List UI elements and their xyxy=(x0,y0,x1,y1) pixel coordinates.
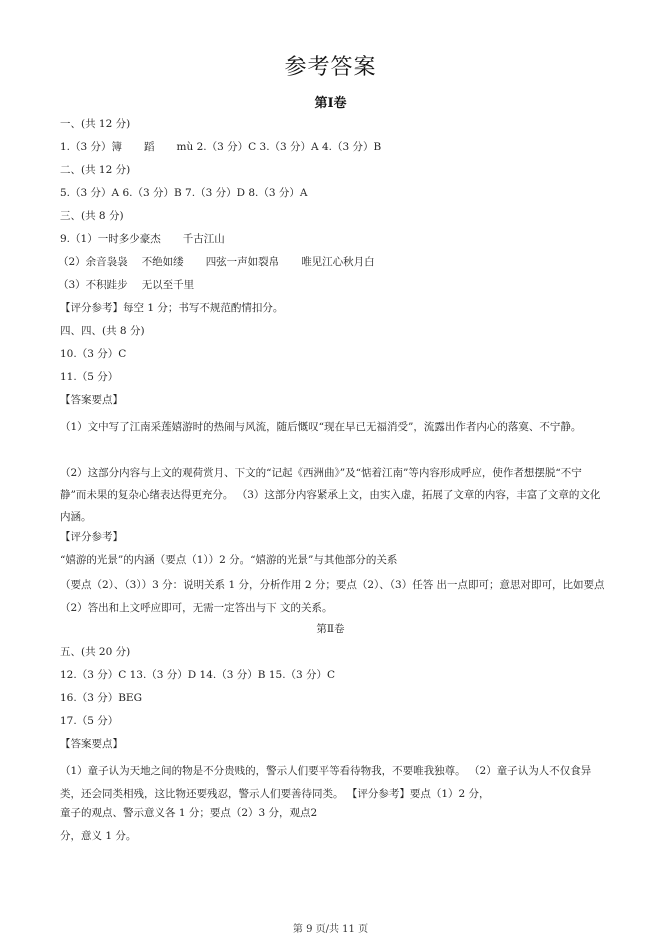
answer-q16: 16.（3 分）BEG xyxy=(60,692,142,704)
q11-point-1: （1）文中写了江南采莲嬉游时的热闹与风流，随后慨叹“现在早已无福消受”，流露出作者内心的落寞、不宁静。 xyxy=(60,421,582,433)
volume-1-heading: 第Ⅰ卷 xyxy=(314,96,347,111)
q11-point-2-3: （2）这部分内容与上文的观荷赏月、下文的“记起《西洲曲》”及“惦着江南”等内容形成呼应，使作者想摆脱“不宁静”而未果的复杂心绪表达得更充分。 （3）这部分内容紧承上文，由实入虚，拓展了文章的内容，丰富了文章的文化内涵。 xyxy=(60,467,601,523)
answer-q9-2 xyxy=(58,255,375,269)
page-footer: 第 9 页/共 11 页 xyxy=(292,924,369,935)
section-1-header: 一、(共 12 分) xyxy=(60,118,131,130)
answer-q9-2b: 不绝如缕 xyxy=(141,256,184,268)
q17-scoring: 童子的观点、警示意义各 1 分；要点（2）3 分，观点2 xyxy=(60,807,318,819)
answer-line-q5-8: 5.（3 分）A 6.（3 分）B 7.（3 分）D 8.（3 分）A xyxy=(60,187,308,199)
q17-points: （1）童子认为天地之间的物是不分贵贱的，警示人们要平等看待物我，不要唯我独尊。 （2）童子认为人不仅食异类，还会同类相残，这比物还要残忍，警示人们要善待同类。 【评分参考】要点（1）2 分， xyxy=(60,765,592,800)
answer-q9-1 xyxy=(60,232,225,246)
key-points-heading: 【答案要点】 xyxy=(60,394,123,406)
q9-scoring-note: 【评分参考】每空 1 分；书写不规范酌情扣分。 xyxy=(60,302,284,314)
answer-line-q12-15: 12.（3 分）C 13.（3 分）D 14.（3 分）B 15.（3 分）C xyxy=(60,669,336,681)
answer-q17: 17.（5 分） xyxy=(60,715,119,727)
q11-scoring-1: “嬉游的光景”的内涵（要点（1））2 分。“嬉游的光景”与其他部分的关系 xyxy=(60,554,398,566)
answer-q9-3a: （3）不积跬步 xyxy=(58,279,128,291)
answer-q9-2c: 四弦一声如裂帛 xyxy=(205,256,280,268)
section-4-header: 四、四、(共 8 分) xyxy=(60,325,145,337)
scoring-reference-heading: 【评分参考】 xyxy=(60,531,123,543)
document-title: 参考答案 xyxy=(284,55,377,80)
q11-scoring-2: （要点（2）、（3））3 分：说明关系 1 分，分析作用 2 分；要点（2）、（3）任答 出一点即可；意思对即可，比如要点（2）答出和上文呼应即可，无需一定答出与下 文的关系。 xyxy=(60,579,605,614)
answer-q9-1a: 9.（1）一时多少豪杰 xyxy=(60,233,161,245)
answer-q9-3b: 无以至千里 xyxy=(141,279,195,291)
answer-q9-1b: 千古江山 xyxy=(182,233,225,245)
section-2-header: 二、(共 12 分) xyxy=(60,164,131,176)
section-5-header: 五、(共 20 分) xyxy=(60,646,131,658)
q17-scoring-end: 分，意义 1 分。 xyxy=(60,830,137,842)
answer-q9-2d: 唯见江心秋月白 xyxy=(301,256,375,268)
answer-q9-2a: （2）余音袅袅 xyxy=(58,256,128,268)
answer-line-q1-4 xyxy=(60,140,381,154)
answer-q10: 10.（3 分）C xyxy=(60,348,127,360)
answer-q11: 11.（5 分） xyxy=(60,371,119,383)
answer-q1: 1.（3 分）簿 xyxy=(60,141,123,153)
answer-q9-3 xyxy=(58,278,194,292)
key-points-heading-2: 【答案要点】 xyxy=(60,738,123,750)
answer-q1-b: 蹈 xyxy=(144,141,155,153)
answer-q1-c: mù 2.（3 分）C 3.（3 分）A 4.（3 分）B xyxy=(176,141,382,153)
section-3-header: 三、(共 8 分) xyxy=(60,210,124,222)
volume-2-heading: 第Ⅱ卷 xyxy=(316,623,345,635)
